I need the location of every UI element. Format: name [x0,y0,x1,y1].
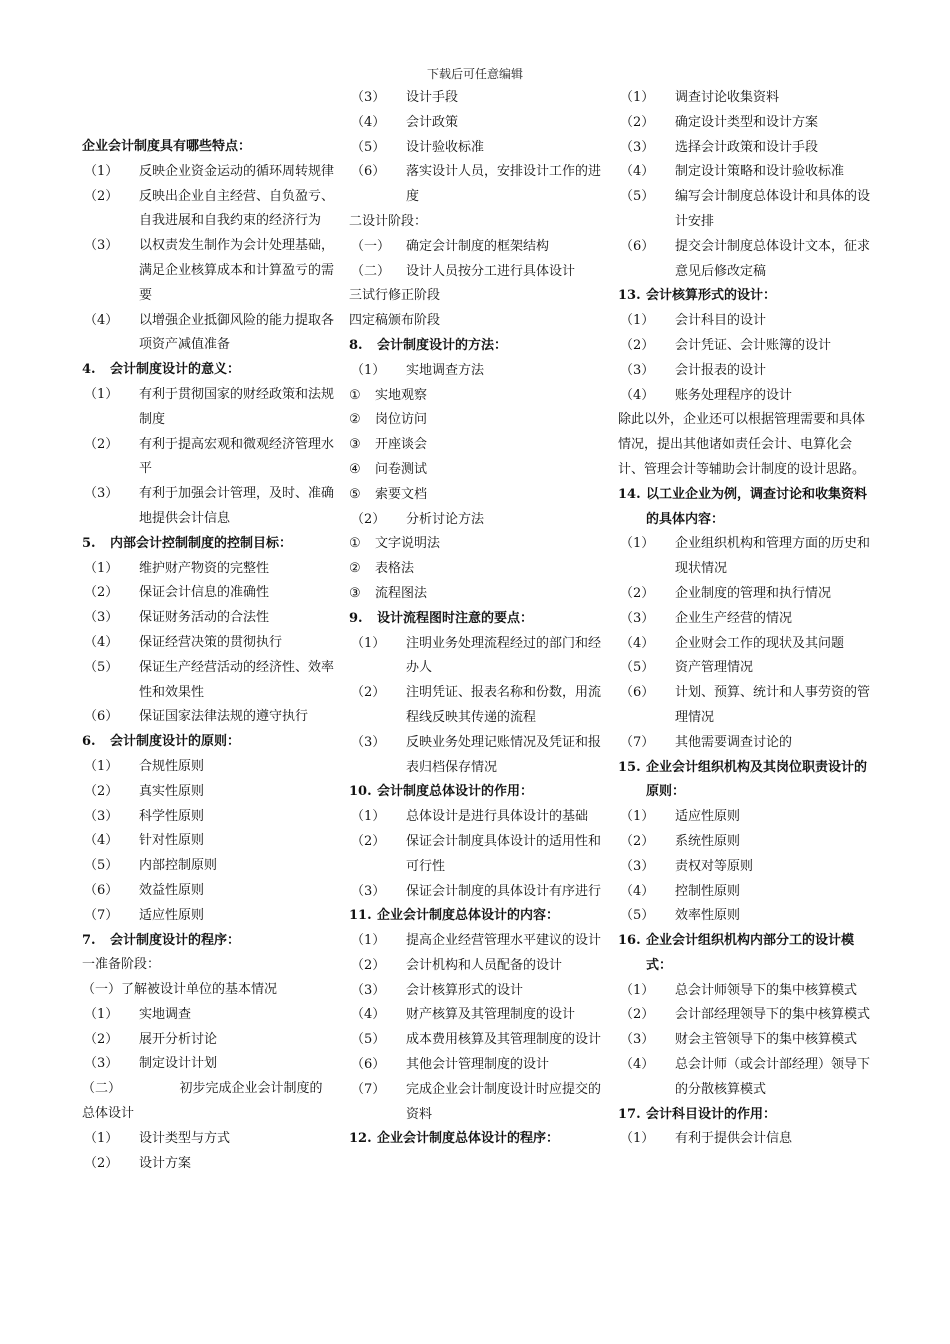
circled-number: ④ [349,461,361,477]
list-item-text: 保证会计制度具体设计的适用性和可行性 [406,833,602,874]
section-heading [618,483,870,533]
list-item [349,954,603,979]
list-item [618,731,870,756]
list-item [349,359,603,384]
item-number: （1） [84,1006,119,1022]
item-number: （3） [84,238,119,254]
item-number: （3） [84,808,119,824]
item-number: （6） [620,238,655,254]
list-item [349,979,603,1004]
item-number: （1） [620,90,655,105]
list-item [618,582,870,607]
item-number: （1） [351,809,386,825]
section-heading-text: 企业会计组织机构及其岗位职责设计的原则： [646,759,868,800]
list-item [82,581,334,606]
section-heading [349,334,603,359]
item-number: （3） [351,90,386,105]
list-item [82,705,334,730]
list-item-text: 有利于加强会计管理，及时、准确地提供会计信息 [139,486,335,526]
list-item [349,508,603,533]
list-item-text: 会计报表的设计 [675,362,767,378]
list-item [82,1127,334,1152]
list-item [349,160,603,210]
list-item [349,681,603,731]
list-item [618,904,870,929]
list-item-text: 设计验收标准 [406,139,485,155]
section-heading-text: 会计科目设计的作用： [646,1106,777,1122]
list-item-text: 注明业务处理流程经过的部门和经办人 [406,635,602,676]
list-item-text: 有利于提高宏观和微观经济管理水平 [139,436,335,477]
item-number: （1） [351,635,386,651]
sub-list-item [349,483,603,508]
list-item [349,136,603,161]
section-heading [349,780,603,805]
item-number: （1） [84,386,119,402]
list-item [618,1003,870,1028]
list-item-text: 确定设计类型和设计方案 [675,114,819,130]
list-item [82,879,334,904]
sub-list-item-text: 索要文档 [375,486,428,502]
list-item-text: 确定会计制度的框架结构 [406,238,550,254]
list-item-text: 效益性原则 [139,882,205,898]
item-number: （2） [620,1007,655,1023]
list-item-text: 设计人员按分工进行具体设计 [406,263,576,279]
list-item [618,880,870,905]
list-item [618,1127,870,1152]
list-item [82,904,334,929]
section-heading [349,904,603,929]
list-item-text: 选择会计政策和设计手段 [675,139,819,155]
sub-list-item [349,582,603,607]
list-item [82,185,334,235]
list-item [618,855,870,880]
list-item [349,632,603,682]
list-item-text: 反映企业资金运动的循环周转规律 [139,163,335,179]
list-item-text: 会计部经理领导下的集中核算模式 [675,1007,871,1023]
list-item [82,631,334,656]
item-number: （2） [84,783,119,799]
list-item-text: 保证生产经营活动的经济性、效率性和效果性 [139,659,335,700]
section-heading [349,1127,603,1152]
item-number: （5） [84,858,119,874]
item-number: （1） [620,313,655,329]
section-heading-text: 会计制度设计的原则： [110,734,241,750]
section-heading: 企业会计制度具有哪些特点： [82,139,252,154]
item-number: （3） [351,883,386,899]
item-number: （3） [620,858,655,874]
item-number: （3） [84,610,119,626]
item-number: （一） [351,238,391,254]
section-number: 17. [618,1106,641,1122]
list-item-text: 其他需要调查讨论的 [675,734,793,750]
item-number: （4） [620,635,655,651]
list-item-text: 反映业务处理记账情况及凭证和报表归档保存情况 [406,734,602,775]
section-heading [82,532,334,557]
column-3 [618,86,870,1152]
item-number: （1） [351,933,386,949]
list-item [349,929,603,954]
item-number: （6） [351,164,386,180]
section-number: 15. [618,759,641,775]
list-item [349,111,603,136]
sub-list-item [349,384,603,409]
list-item-text: 其他会计管理制度的设计 [406,1057,550,1073]
item-number: （二） [351,263,391,279]
item-number: （2） [84,585,119,601]
paragraph-text: 一准备阶段： [82,957,161,973]
item-number: （3） [84,486,119,502]
sub-list-item-text: 流程图法 [375,585,428,601]
list-item-text: 资产管理情况 [675,660,754,676]
item-number: （2） [620,337,655,353]
sub-list-item [349,557,603,582]
item-number: （1） [84,1130,119,1146]
paragraph-text: 除此以外，企业还可以根据管理需要和具体情况，提出其他诸如责任会计、电算化会计、管理会计等辅助会计制度的设计思路。 [618,412,866,477]
item-number: （2） [620,833,655,849]
list-item [618,185,870,235]
section-heading [618,1103,870,1128]
item-number: （1） [84,163,119,179]
paragraph-text: （二） 初步完成企业会计制度的总体设计 [82,1081,323,1122]
item-number: （1） [620,809,655,825]
list-item-text: 内部控制原则 [139,858,218,874]
list-item [618,632,870,657]
list-item-text: 企业制度的管理和执行情况 [675,585,832,601]
list-item [349,805,603,830]
list-item-text: 计划、预算、统计和人事劳资的管理情况 [675,685,871,725]
section-number: 8. [349,337,363,353]
section-heading-text: 设计流程图时注意的要点： [377,610,534,626]
list-item-text: 财产核算及其管理制度的设计 [406,1007,576,1023]
item-number: （4） [84,833,119,849]
section-number: 10. [349,784,372,800]
list-item-text: 保证国家法律法规的遵守执行 [139,709,309,725]
list-item [82,1003,334,1028]
list-item [349,1003,603,1028]
section-heading [618,929,870,979]
circled-number: ⑤ [349,486,361,502]
list-item [618,334,870,359]
list-item-text: 会计核算形式的设计 [406,982,524,998]
list-item-text: 保证会计信息的准确性 [139,585,270,601]
item-number: （4） [84,634,119,650]
list-item [618,681,870,731]
list-item-text: 效率性原则 [675,908,741,924]
list-item [82,854,334,879]
list-item [82,309,334,359]
list-item [82,482,334,532]
item-number: （3） [620,610,655,626]
list-item-text: 成本费用核算及其管理制度的设计 [406,1032,602,1048]
item-number: （3） [620,362,655,378]
paragraph-text: （一）了解被设计单位的基本情况 [82,982,278,998]
paragraph-text: 三试行修正阶段 [349,288,441,304]
section-heading [82,929,334,954]
list-item [82,780,334,805]
section-heading [82,358,334,383]
list-item [618,830,870,855]
list-item [82,557,334,582]
item-number: （2） [620,114,655,130]
item-number: （2） [84,1155,119,1171]
list-item [618,532,870,582]
item-number: （2） [351,511,386,527]
list-item [618,805,870,830]
section-heading-text: 企业会计组织机构内部分工的设计模式： [646,933,855,973]
section-number: 4. [82,362,96,378]
column-1 [82,86,334,1176]
section-heading-text: 企业会计制度总体设计的内容： [377,908,560,924]
section-number: 13. [618,288,641,304]
list-item [618,86,870,111]
item-number: （2） [351,685,386,701]
list-item-text: 有利于贯彻国家的财经政策和法规制度 [139,386,335,427]
section-heading-text: 会计制度设计的方法： [377,337,508,353]
section-heading-text: 会计核算形式的设计： [646,288,777,304]
list-item-text: 调查讨论收集资料 [675,90,780,105]
item-number: （4） [84,312,119,328]
list-item-text: 有利于提供会计信息 [675,1131,793,1147]
list-item-text: 提高企业经营管理水平建议的设计 [406,933,602,949]
section-number: 6. [82,734,96,750]
item-number: （1） [620,536,655,552]
list-item-text: 适应性原则 [139,907,205,923]
list-item-text: 制定设计计划 [139,1056,218,1072]
list-item [82,805,334,830]
list-item-text: 实地调查 [139,1006,192,1022]
list-item-text: 完成企业会计制度设计时应提交的资料 [406,1081,602,1122]
item-number: （3） [620,1032,655,1048]
section-number: 11. [349,908,372,924]
list-item [82,656,334,706]
list-item-text: 企业组织机构和管理方面的历史和现状情况 [675,536,871,577]
list-item [349,880,603,905]
section-heading-text: 以工业企业为例，调查讨论和收集资料的具体内容： [646,486,868,527]
item-number: （5） [351,139,386,155]
list-item [618,359,870,384]
list-item-text: 注明凭证、报表名称和份数，用流程线反映其传递的流程 [406,685,602,725]
item-number: （1） [351,362,386,378]
section-heading-text: 会计制度设计的意义： [110,362,241,378]
item-number: （3） [351,982,386,998]
list-item [618,979,870,1004]
sub-list-item-text: 表格法 [375,561,415,577]
list-item-text: 反映出企业自主经营、自负盈亏、自我进展和自我约束的经济行为 [139,188,335,229]
section-heading-text: 会计制度设计的程序： [110,932,241,948]
item-number: （2） [351,833,386,849]
circled-number: ③ [349,585,361,601]
section-heading [618,756,870,806]
list-item-text: 财会主管领导下的集中核算模式 [675,1032,858,1048]
list-item-text: 设计类型与方式 [139,1130,231,1146]
item-number: （3） [620,139,655,155]
list-item [618,1028,870,1053]
list-item-text: 分析讨论方法 [406,511,485,527]
item-number: （4） [620,164,655,180]
list-item [82,1152,334,1177]
sub-list-item [349,458,603,483]
list-item [349,260,603,285]
circled-number: ③ [349,437,361,453]
list-item-text: 实地调查方法 [406,362,485,378]
item-number: （3） [84,1056,119,1072]
section-heading-text: 企业会计制度总体设计的程序： [377,1131,560,1147]
item-number: （1） [84,758,119,774]
list-item [618,111,870,136]
item-number: （7） [84,907,119,923]
item-number: （2） [84,1031,119,1047]
section-number: 5. [82,535,96,551]
spacer [82,86,334,135]
list-item [349,1053,603,1078]
sub-list-item-text: 文字说明法 [375,536,441,552]
list-item [82,1028,334,1053]
list-item-text: 制定设计策略和设计验收标准 [675,164,845,180]
item-number: （7） [620,734,655,750]
list-item-text: 系统性原则 [675,833,741,849]
list-item-text: 企业财会工作的现状及其问题 [675,635,845,651]
list-item [82,234,334,308]
list-item-text: 落实设计人员，安排设计工作的进度 [406,164,602,205]
list-item [618,384,870,409]
circled-number: ② [349,561,361,577]
item-number: （6） [84,882,119,898]
item-number: （5） [351,1032,386,1048]
item-number: （5） [620,908,655,924]
item-number: （6） [351,1057,386,1073]
sub-list-item-text: 开座谈会 [375,437,428,453]
list-item-text: 保证经营决策的贯彻执行 [139,634,283,650]
item-number: （1） [620,982,655,998]
list-item-text: 科学性原则 [139,808,205,824]
list-item [82,829,334,854]
sub-list-item [349,433,603,458]
list-item [618,607,870,632]
list-item [349,86,603,111]
list-item-text: 编写会计制度总体设计和具体的设计安排 [675,189,871,229]
item-number: （4） [620,387,655,403]
list-item-text: 会计政策 [406,114,459,130]
item-number: （6） [84,709,119,725]
section-number: 7. [82,932,96,948]
item-number: （4） [351,1007,386,1023]
list-item [82,1052,334,1077]
list-item-text: 提交会计制度总体设计文本，征求意见后修改定稿 [675,238,871,279]
list-item [618,309,870,334]
list-item-text: 针对性原则 [139,833,205,849]
list-item-text: 保证财务活动的合法性 [139,610,270,626]
list-item [82,606,334,631]
sub-list-item-text: 实地观察 [375,387,428,403]
list-item-text: 适应性原则 [675,809,741,825]
section-heading-text: 内部会计控制制度的控制目标： [110,535,293,551]
item-number: （2） [351,957,386,973]
item-number: （1） [84,560,119,576]
list-item-text: 展开分析讨论 [139,1031,218,1047]
column-2 [349,86,603,1152]
list-item-text: 账务处理程序的设计 [675,387,793,403]
paragraph-text: 二设计阶段： [349,213,428,229]
list-item [349,1078,603,1128]
list-item [349,731,603,781]
item-number: （2） [620,585,655,601]
section-number: 9. [349,610,363,626]
list-item [82,755,334,780]
section-heading-text: 会计制度总体设计的作用： [377,784,534,800]
list-item-text: 总体设计是进行具体设计的基础 [406,809,589,825]
list-item [618,136,870,161]
list-item-text: 会计机构和人员配备的设计 [406,957,563,973]
list-item [618,656,870,681]
list-item [349,1028,603,1053]
list-item-text: 保证会计制度的具体设计有序进行 [406,883,602,899]
item-number: （4） [620,883,655,899]
list-item-text: 以增强企业抵御风险的能力提取各项资产减值准备 [139,312,335,353]
item-number: （6） [620,685,655,701]
list-item [82,160,334,185]
circled-number: ① [349,387,361,403]
item-number: （4） [351,114,386,130]
item-number: （5） [84,659,119,675]
sub-list-item [349,532,603,557]
list-item-text: 以权责发生制作为会计处理基础，满足企业核算成本和计算盈亏的需要 [139,238,335,303]
list-item-text: 责权对等原则 [675,858,754,874]
section-heading [618,284,870,309]
list-item [82,383,334,433]
list-item-text: 企业生产经营的情况 [675,610,793,626]
list-item-text: 总会计师领导下的集中核算模式 [675,982,858,998]
item-number: （4） [620,1057,655,1073]
sub-list-item [349,408,603,433]
list-item [349,830,603,880]
list-item-text: 设计方案 [139,1155,192,1171]
section-number: 12. [349,1131,372,1147]
list-item-text: 设计手段 [406,90,459,105]
list-item-text: 维护财产物资的完整性 [139,560,270,576]
list-item [618,160,870,185]
sub-list-item-text: 岗位访问 [375,412,428,428]
item-number: （2） [84,436,119,452]
list-item-text: 会计凭证、会计账簿的设计 [675,337,832,353]
section-heading [82,730,334,755]
section-heading [349,607,603,632]
list-item-text: 合规性原则 [139,758,205,774]
circled-number: ① [349,536,361,552]
item-number: （5） [620,189,655,205]
page-header: 下载后可任意编辑 [426,67,523,81]
list-item [618,235,870,285]
item-number: （7） [351,1081,386,1097]
list-item-text: 会计科目的设计 [675,313,767,329]
section-number: 14. [618,486,641,502]
list-item-text: 总会计师（或会计部经理）领导下的分散核算模式 [675,1057,871,1097]
paragraph-text: 四定稿颁布阶段 [349,313,441,329]
list-item-text: 控制性原则 [675,883,741,899]
item-number: （1） [620,1131,655,1147]
sub-list-item-text: 问卷测试 [375,461,428,477]
list-item [618,1053,870,1103]
circled-number: ② [349,412,361,428]
item-number: （2） [84,188,119,204]
section-number: 16. [618,933,641,949]
list-item [349,235,603,260]
list-item-text: 真实性原则 [139,783,205,799]
item-number: （5） [620,660,655,676]
list-item [82,433,334,483]
item-number: （3） [351,734,386,750]
